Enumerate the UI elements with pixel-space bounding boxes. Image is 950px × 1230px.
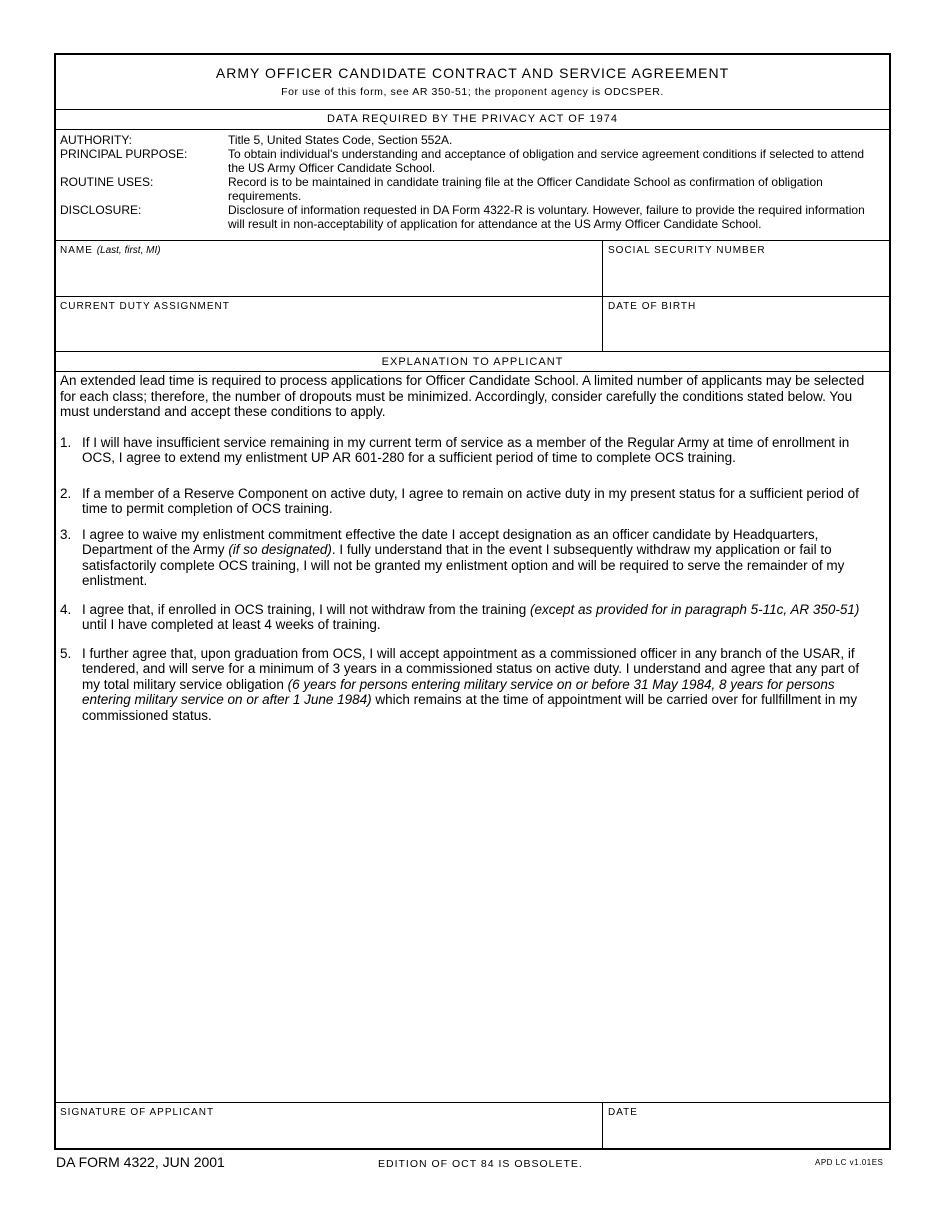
form-subtitle: For use of this form, see AR 350-51; the proponent agency is ODCSPER. <box>281 86 664 98</box>
item-text-part: which remains at the time of appointment will be carried over for fullfillment in my commissioned status. <box>82 692 858 723</box>
item-text-part: . I fully understand that in the event I subsequently withdraw my application or fail to satisfactorily complete OCS training, I will not be granted my enlistment option and will be required to serve the remainder of my enlistment. <box>82 542 845 588</box>
form-number: DA FORM 4322, JUN 2001 <box>56 1154 225 1170</box>
item-text-italic: (if so designated) <box>228 542 332 557</box>
form-container <box>54 53 891 1150</box>
item-text-part: I further agree that, upon graduation from OCS, I will accept appointment as a commissioned officer in any branch of the USAR, if tendered, and will serve for a minimum of 3 years in a commissioned status on active duty. I understand and agree that any part of my total military service obligation <box>82 645 860 692</box>
divider <box>56 240 889 241</box>
list-item <box>60 486 879 517</box>
ssn-label: SOCIAL SECURITY NUMBER <box>608 245 766 256</box>
privacy-label: AUTHORITY: <box>60 133 133 147</box>
privacy-text: To obtain individual's understanding and acceptance of obligation and service agreement conditions if selected to attend the US Army Officer Candidate School. <box>228 147 865 175</box>
divider <box>56 296 889 297</box>
privacy-text: Record is to be maintained in candidate training file at the Officer Candidate School as confirmation of obligation requirements. <box>228 175 823 203</box>
explanation-heading: EXPLANATION TO APPLICANT <box>381 356 564 368</box>
name-label: NAME <box>60 245 93 256</box>
item-text-italic: (except as provided for in paragraph 5-11c, AR 350-51) <box>529 601 860 617</box>
privacy-text: Title 5, United States Code, Section 552A. <box>228 133 453 147</box>
divider <box>56 109 889 110</box>
name-field[interactable] <box>60 245 161 256</box>
privacy-label: ROUTINE USES: <box>60 175 154 189</box>
privacy-act-statement <box>60 133 881 231</box>
duty-assignment-field[interactable] <box>60 301 230 312</box>
item-number: 1. <box>60 434 72 450</box>
privacy-row-disclosure <box>60 203 881 231</box>
privacy-act-heading: DATA REQUIRED BY THE PRIVACY ACT OF 1974 <box>326 113 619 125</box>
duty-assignment-label: CURRENT DUTY ASSIGNMENT <box>60 301 230 312</box>
name-hint: (Last, first, MI) <box>96 245 161 256</box>
item-text <box>82 602 879 633</box>
form-title: ARMY OFFICER CANDIDATE CONTRACT AND SERVICE AGREEMENT <box>215 65 730 81</box>
dob-label: DATE OF BIRTH <box>608 301 697 312</box>
privacy-text: Disclosure of information requested in DA Form 4322-R is voluntary. However, failure to provide the required information will result in non-acceptability of application for attendance at the US Army Officer Candidate School. <box>228 203 865 231</box>
divider <box>56 129 889 130</box>
item-text: If a member of a Reserve Component on active duty, I agree to remain on active duty in my present status for a sufficient period of time to permit completion of OCS training. <box>82 485 859 516</box>
item-number: 4. <box>60 601 72 617</box>
item-text-part: I agree to waive my enlistment commitment effective the date I accept designation as an officer candidate by Headquarters, Department of the Army <box>82 526 819 557</box>
ssn-field[interactable] <box>608 245 766 256</box>
version-tag: APD LC v1.01ES <box>815 1158 884 1167</box>
item-number: 3. <box>60 526 72 542</box>
item-text <box>82 527 879 589</box>
item-text-part: I agree that, if enrolled in OCS training, I will not withdraw from the training <box>82 601 530 617</box>
divider <box>602 1102 603 1150</box>
explanation-body <box>60 373 879 723</box>
date-field[interactable] <box>608 1107 638 1118</box>
item-text-part: until I have completed at least 4 weeks of training. <box>82 617 381 632</box>
date-label: DATE <box>608 1107 638 1118</box>
privacy-label: DISCLOSURE: <box>60 203 142 217</box>
privacy-row-routine-uses <box>60 175 881 203</box>
list-item <box>60 646 879 724</box>
item-text: If I will have insufficient service remaining in my current term of service as a member of the Regular Army at time of enrollment in OCS, I agree to extend my enlistment UP AR 601-280 for a sufficient period of time to complete OCS training. <box>82 434 850 465</box>
privacy-label: PRINCIPAL PURPOSE: <box>60 147 188 161</box>
item-text-italic: (6 years for persons entering military service on or before 31 May 1984, 8 years for persons entering military service on or after 1 June 1984) <box>82 676 835 707</box>
signature-field[interactable] <box>60 1107 214 1118</box>
dob-field[interactable] <box>608 301 696 312</box>
divider <box>56 351 889 352</box>
signature-label: SIGNATURE OF APPLICANT <box>60 1107 215 1118</box>
explanation-intro: An extended lead time is required to process applications for Officer Candidate School. A limited number of applicants may be selected for each class; therefore, the number of dropouts must be minimized. Accordingly, consider carefully the conditions stated below. You must understand and accept these conditions to apply. <box>60 373 865 419</box>
divider <box>56 1102 889 1103</box>
item-number: 2. <box>60 485 72 501</box>
item-number: 5. <box>60 645 72 661</box>
list-item <box>60 435 879 466</box>
edition-note: EDITION OF OCT 84 IS OBSOLETE. <box>378 1158 583 1170</box>
list-item <box>60 602 879 633</box>
divider <box>56 371 889 372</box>
list-item <box>60 527 879 589</box>
item-text <box>82 646 879 724</box>
privacy-row-purpose <box>60 147 881 175</box>
privacy-row-authority <box>60 133 881 147</box>
